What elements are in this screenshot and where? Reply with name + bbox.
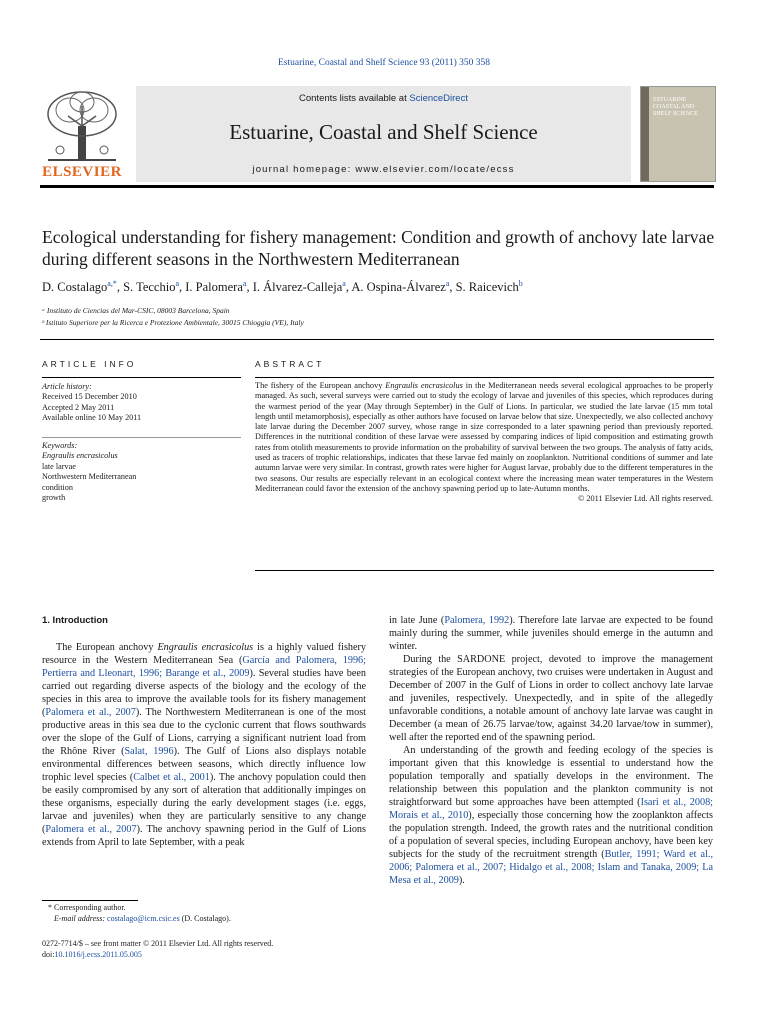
text: An understanding of the growth and feeding ecology of the species is important given that this knowledge is essential to understand how the population temporally and spatially develops in the environment. The relationship between this population and the plankton community is not straightforward but some approaches have been attempted (: [389, 745, 713, 808]
author-affiliation-marker[interactable]: a: [342, 279, 346, 288]
page-footer: [42, 938, 372, 960]
author-affiliation-marker[interactable]: a: [242, 279, 247, 288]
citation-link[interactable]: Palomera, 1992: [444, 615, 510, 626]
abstract-part: in the Mediterranean needs several ecological approaches to be properly managed. As such, several surveys were carried out to study the ecology of larvae and juveniles of this species, which reproduces during the warmest period of the year (May through September) in the Gulf of Lions. In particular, we studied the late larvae (15 mm total length until metamorphosis), especially as other authors have focused on larvae below that size. Unexpectedly, we also collected anchovy late larvae during the December 2007 survey, whose range in size corresponded to a later spawning period than previously reported. Differences in the nutritional condition of these larvae were assessed by comparing indices of lipid composition and estimating growth rates from otolith measurements to provide information on the probability of survival between the two groups. The analysis of fatty acids, used as tracers of trophic relationships, indicates that these larvae fed mainly on zooplankton. Nutritional conditions of summer and late autumn larvae were very similar. In contrast, growth rates were higher for August larvae, probably due to the different temperatures in the two seasons. Our results are especially relevant in an ecological context where the increasing mean water temperatures in the Western Mediterranean could favor the extension of the anchovy spawning period up to late-Autumn months.: [255, 381, 713, 493]
author-name: I. Álvarez-Calleja: [252, 280, 343, 295]
citation-link[interactable]: Palomera et al., 2007: [45, 824, 137, 835]
title-rule: [40, 339, 714, 340]
paragraph: [389, 744, 713, 887]
doi-link[interactable]: 10.1016/j.ecss.2011.05.005: [54, 950, 142, 959]
email-line: [48, 914, 378, 925]
history-received: Received 15 December 2010: [42, 392, 137, 402]
author-name: A. Ospina-Álvarez: [351, 280, 446, 295]
text: ). The Gulf of Lions also displays notable environmental differences between seasons, which directly influence low trophic level species (: [42, 746, 367, 783]
affiliation-b: ᵇ Istituto Superiore per la Ricerca e Protezione Ambientale, 30015 Chioggia (VE), Italy: [42, 318, 304, 327]
keyword-item: condition: [42, 482, 73, 492]
species-name: Engraulis encrasicolus: [157, 642, 254, 653]
author-name: S. Raicevich: [455, 280, 519, 295]
text: is a highly valued fishery resource in the Western Mediterranean Sea (: [42, 642, 367, 666]
text: The European anchovy: [56, 642, 158, 653]
abstract-rule: [255, 377, 714, 378]
contents-line: [136, 93, 631, 104]
cover-title: ESTUARINE COASTAL AND SHELF SCIENCE: [653, 97, 698, 117]
publisher-name: ELSEVIER: [42, 164, 122, 180]
author-affiliation-marker[interactable]: b: [518, 279, 523, 288]
abstract-heading: ABSTRACT: [255, 359, 325, 369]
sciencedirect-link[interactable]: ScienceDirect: [409, 93, 468, 104]
abstract-text: [255, 381, 713, 505]
keyword-item: growth: [42, 493, 66, 503]
article-info-heading: ARTICLE INFO: [42, 359, 137, 369]
author-name: D. Costalago: [42, 280, 108, 295]
text: ). Several studies have been carried out regarding diverse aspects of the biology and the ecology of the species in this area to improve the available tools for its fishery management (: [42, 668, 367, 718]
journal-cover: [640, 86, 716, 182]
author-affiliation-marker[interactable]: a,*: [107, 279, 117, 288]
abstract-bottom-rule: [255, 570, 714, 571]
article-title: Ecological understanding for fishery management: Condition and growth of anchovy late larvae during different seasons in the Northwestern Mediterranean: [42, 227, 715, 269]
paragraph: [389, 614, 713, 653]
article-history: [42, 382, 242, 424]
history-online: Available online 10 May 2011: [42, 413, 142, 423]
citation-link[interactable]: Calbet et al., 2001: [133, 772, 210, 783]
email-suffix: (D. Costalago).: [179, 913, 231, 923]
citation-link[interactable]: Salat, 1996: [124, 746, 174, 757]
citation-link[interactable]: Butler, 1991; Ward et al., 2006; Palomera et al., 2007; Hidalgo et al., 2008; Islam and Tanaka, 2009; La Mesa et al., 2009: [389, 849, 713, 886]
text: ). The Northwestern Mediterranean is one of the most productive areas in this sea due to the cyclonic current that flows southwards over the slope of the Gulf of Lions, carrying a significant nutrient load from the Rhône River (: [42, 707, 366, 757]
history-label: Article history:: [42, 382, 92, 391]
paragraph: [42, 641, 366, 849]
paragraph: During the SARDONE project, devoted to improve the management strategies of the European anchovy, two cruises were undertaken in August and December of 2007 in the Gulf of Lions in order to collect anchovy late larvae and juveniles, respectively. Unexpectedly, and in spite of the allegedly unfavorable conditions, a notable amount of anchovy late larvae was caught in December (a mean of 26.75 larvae/tow, against 34.20 larvae/tow in summer), well after the reported end of the spawning period.: [389, 654, 713, 743]
doi-line: [42, 949, 372, 960]
author-name: S. Tecchio: [123, 280, 176, 295]
author-separator: ,: [179, 280, 186, 295]
keywords-block: [42, 441, 242, 503]
journal-banner: [136, 86, 631, 182]
email-link[interactable]: costalago@icm.csic.es: [107, 913, 180, 923]
affiliation-a: ᵃ Instituto de Ciencias del Mar-CSIC, 08003 Barcelona, Spain: [42, 306, 230, 315]
keywords-label: Keywords:: [42, 441, 78, 450]
author-separator: ,: [449, 280, 456, 295]
keyword-item: Northwestern Mediterranean: [42, 472, 137, 482]
journal-homepage[interactable]: journal homepage: www.elsevier.com/locate/ecss: [252, 164, 515, 175]
body-column-right: [389, 614, 713, 887]
elsevier-tree-icon: [38, 88, 126, 166]
body-column-left: [42, 614, 366, 849]
cover-spine: [641, 87, 649, 181]
footnote-rule: [42, 900, 138, 901]
keyword-item: Engraulis encrasicolus: [42, 451, 118, 461]
header-rule: [40, 185, 714, 188]
author-list: [42, 279, 732, 295]
keywords-rule: [42, 437, 241, 438]
doi-label: doi:: [42, 950, 55, 959]
article-info-rule: [42, 377, 241, 378]
author-name: I. Palomera: [185, 280, 243, 295]
author-separator: ,: [345, 280, 352, 295]
author-separator: ,: [116, 280, 124, 295]
text: ), especially those concerning how the zooplankton affects the population strength. Indeed, the growth rates and the nutritional condition of a population of several species, including European anchovy, have been key subjects for the study of the recruitment strength (: [389, 810, 713, 860]
abstract-part: The fishery of the European anchovy: [255, 381, 386, 390]
history-accepted: Accepted 2 May 2011: [42, 402, 115, 412]
journal-title: Estuarine, Coastal and Shelf Science: [229, 120, 538, 144]
text: ). Therefore late larvae are expected to be found mainly during the summer, while juveniles should emerge in the autumn and winter.: [389, 615, 713, 652]
author-affiliation-marker[interactable]: a: [445, 279, 450, 288]
elsevier-logo: [38, 88, 126, 184]
abstract-species: Engraulis encrasicolus: [385, 381, 463, 390]
text: ). The anchovy population could then be easily compromised by any sort of alteration that additionally impinges on these organisms, especially during the early development stages (i.e. eggs, larvae and juveniles) when they are particularly sensitive to any change (: [42, 772, 366, 835]
journal-citation[interactable]: Estuarine, Coastal and Shelf Science 93 (2011) 350 358: [277, 58, 491, 68]
citation-link[interactable]: Palomera et al., 2007: [45, 707, 136, 718]
text: ). The anchovy spawning period in the Gulf of Lions extends from April to late September, with a peak: [42, 824, 366, 848]
citation-link[interactable]: Isari et al., 2008; Morais et al., 2010: [389, 797, 713, 821]
issn-line: 0272-7714/$ – see front matter © 2011 Elsevier Ltd. All rights reserved.: [42, 939, 274, 948]
keyword-item: late larvae: [42, 461, 76, 471]
author-affiliation-marker[interactable]: a: [175, 279, 180, 288]
text: in late June (: [389, 615, 445, 626]
corresponding-author-note: * Corresponding author.: [48, 903, 126, 912]
citation-link[interactable]: García and Palomera, 1996; Pertierra and Lleonart, 1996; Barange et al., 2009: [42, 655, 366, 679]
email-label: E-mail address:: [54, 913, 108, 923]
footnote: [48, 903, 378, 924]
author-separator: ,: [246, 280, 253, 295]
copyright: © 2011 Elsevier Ltd. All rights reserved.: [577, 494, 713, 504]
contents-prefix: Contents lists available at: [299, 93, 410, 104]
section-heading: 1. Introduction: [42, 615, 108, 626]
text: ).: [458, 875, 465, 886]
